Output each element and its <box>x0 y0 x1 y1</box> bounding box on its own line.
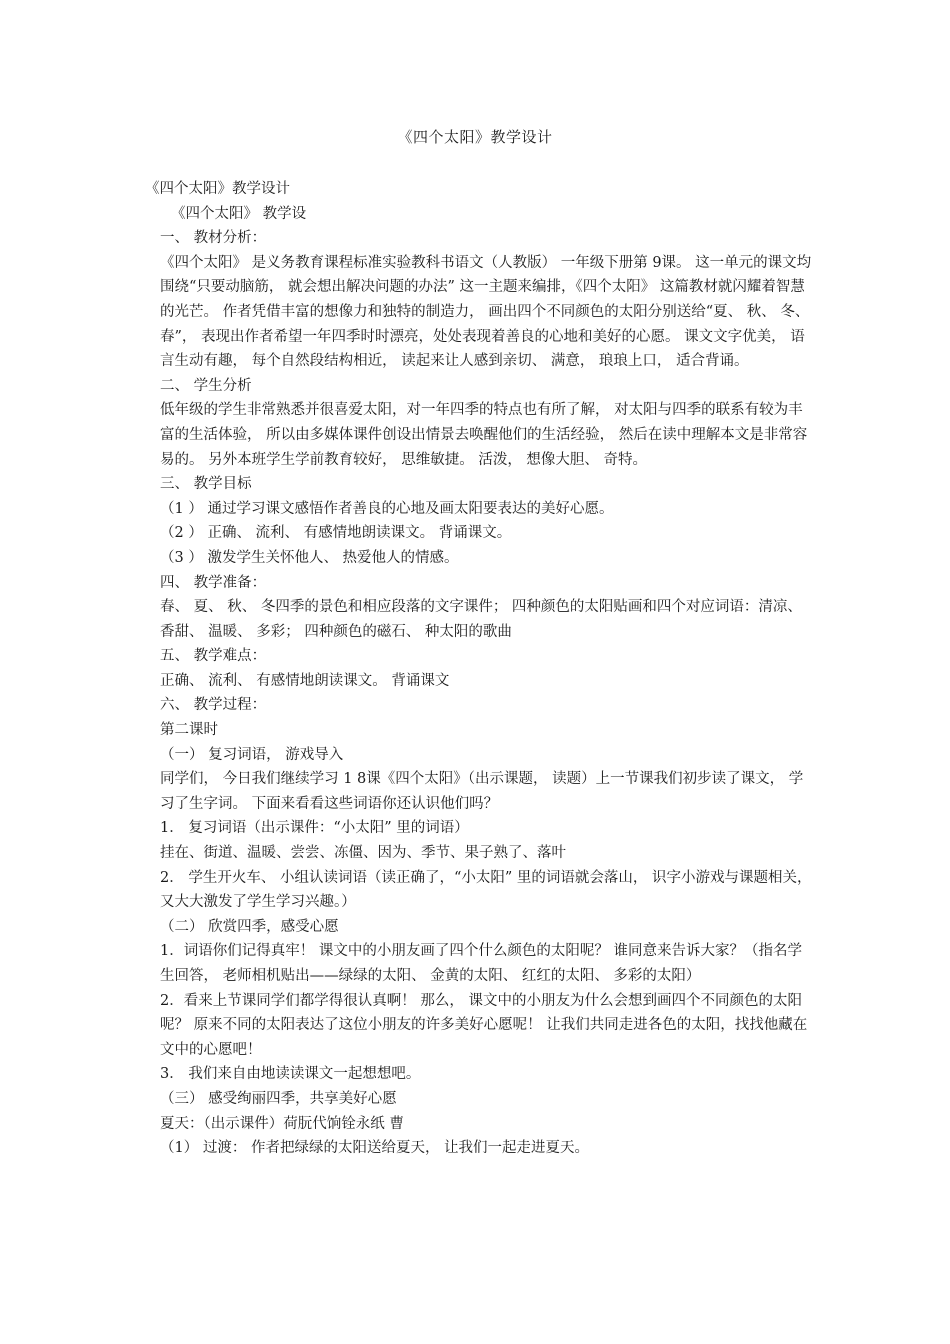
lesson-label: 第二课时 <box>160 722 218 739</box>
body-heading: 《四个太阳》教学设计 <box>145 181 290 197</box>
summer-line: 夏天：（出示课件）荷朊代饷铨永纸 曹 <box>160 1115 404 1132</box>
step-item-suns: 1．词语你们记得真牢！ 课文中的小朋友画了四个什么颜色的太阳呢？ 谁同意来告诉大家？（指名学生回答， 老师相机贴出——绿绿的太阳、 金黄的太阳、 红红的太阳、 多彩的太阳） <box>160 943 802 984</box>
body-subheading: 《四个太阳》 教学设 <box>171 205 307 222</box>
paragraph-difficulty: 正确、 流利、 有感情地朗读课文。 背诵课文 <box>160 672 450 689</box>
step-item-review: 1． 复习词语（出示课件：“小太阳” 里的词语） <box>160 820 469 837</box>
document-title: 《四个太阳》教学设计 <box>397 128 553 146</box>
step-heading-3: （三） 感受绚丽四季，共享美好心愿 <box>160 1090 397 1107</box>
step-heading-1: （一） 复习词语， 游戏导入 <box>160 746 344 763</box>
section-heading-5: 五、 教学难点： <box>160 648 267 665</box>
document-body <box>145 177 817 1161</box>
transition-line: （1） 过渡： 作者把绿绿的太阳送给夏天， 让我们一起走进夏天。 <box>160 1140 590 1157</box>
step-item-game: 2． 学生开火车、 小组认读词语（读正确了，“小太阳” 里的词语就会落山， 识字小游戏与课题相关， 又大大激发了学生学习兴趣。） <box>160 869 817 911</box>
section-heading-1: 一、 教材分析： <box>160 230 267 247</box>
paragraph-student-analysis: 低年级的学生非常熟悉并很喜爱太阳，对一年四季的特点也有所了解， 对太阳与四季的联系有较为丰富的生活体验， 所以由多媒体课件创设出情景去唤醒他们的生活经验， 然后在读中理解本文是非常容易的。 另外本班学生学前教育较好， 思维敏捷。 活泼， 想像大胆、 奇特。 <box>160 402 808 468</box>
goal-item-3: （3 ） 激发学生关怀他人、 热爱他人的情感。 <box>160 549 459 566</box>
goal-item-1: （1 ） 通过学习课文感悟作者善良的心地及画太阳要表达的美好心愿。 <box>160 500 614 517</box>
section-heading-2: 二、 学生分析 <box>160 377 252 394</box>
step-item-wishes: 2．看来上节课同学们都学得很认真啊！ 那么， 课文中的小朋友为什么会想到画四个不同颜色的太阳呢？ 原来不同的太阳表达了这位小朋友的许多美好心愿呢！ 让我们共同走进各色的太阳，找找他藏在文中的心愿吧！ <box>160 992 808 1058</box>
paragraph-intro: 同学们， 今日我们继续学习 1 8课《四个太阳》（出示课题， 读题）上一节课我们初步读了课文， 学习了生字词。 下面来看看这些词语你还认识他们吗？ <box>160 771 804 812</box>
step-item-read: 3． 我们来自由地读读课文一起想想吧。 <box>160 1066 421 1083</box>
paragraph-material-analysis: 《四个太阳》 是义务教育课程标准实验教科书语文（人教版） 一年级下册第 9课。 这一单元的课文均围绕“只要动脑筋， 就会想出解决问题的办法” 这一主题来编排，《四个太阳》 这篇教材就闪耀着智慧的光芒。 作者凭借丰富的想像力和独特的制造力， 画出四个不同颜色的太阳分别送给“夏、 秋、 冬、 春”， 表现出作者希望一年四季时时漂亮，处处表现着善良的心地和美好的心愿。 课文文字优美， 语言生动有趣， 每个自然段结构相近， 读起来让人感到亲切、 满意， 琅琅上口， 适合背诵。 <box>160 254 814 370</box>
paragraph-preparation: 春、 夏、 秋、 冬四季的景色和相应段落的文字课件； 四种颜色的太阳贴画和四个对应词语：清凉、 香甜、 温暖、 多彩； 四种颜色的磁石、 种太阳的歌曲 <box>160 599 807 640</box>
section-heading-6: 六、 教学过程： <box>160 697 267 714</box>
section-heading-3: 三、 教学目标 <box>160 476 252 493</box>
section-heading-4: 四、 教学准备： <box>160 574 267 591</box>
step-heading-2: （二） 欣赏四季，感受心愿 <box>160 918 339 935</box>
word-list: 挂在、街道、温暖、尝尝、冻僵、因为、季节、果子熟了、落叶 <box>160 845 566 862</box>
goal-item-2: （2 ） 正确、 流利、 有感情地朗读课文。 背诵课文。 <box>160 525 512 542</box>
